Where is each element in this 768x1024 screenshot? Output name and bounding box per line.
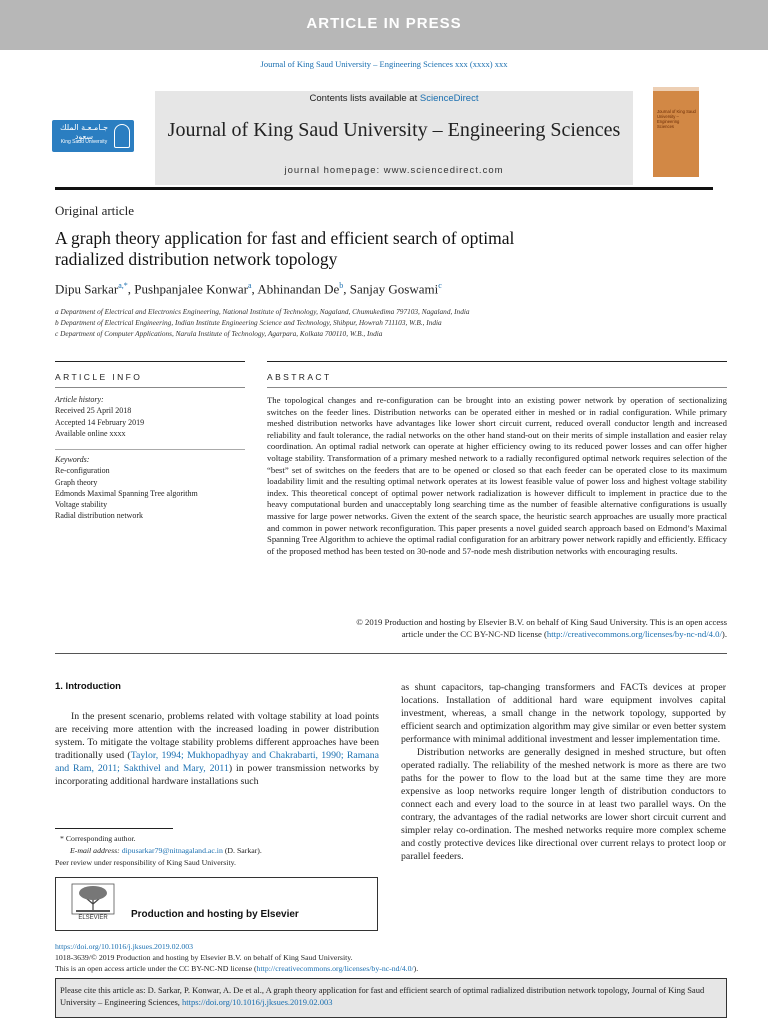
citation-doi-link[interactable]: https://doi.org/10.1016/j.jksues.2019.02.003	[182, 997, 333, 1007]
copyright-prefix: article under the CC BY-NC-ND license (	[401, 628, 547, 639]
peer-review-note: Peer review under responsibility of King Saud University.	[55, 858, 236, 867]
journal-homepage	[155, 165, 633, 176]
email-suffix: (D. Sarkar).	[224, 846, 262, 855]
affiliation-a: a Department of Electrical and Electronics Engineering, National Institute of Technology, Nagaland, Chumukedima 797103, Nagaland, India	[55, 307, 470, 316]
intro-paragraph	[55, 710, 379, 788]
elsevier-production-box	[55, 877, 378, 931]
email-link[interactable]: dipusarkar79@nitnagaland.ac.in	[121, 846, 223, 855]
author-name[interactable]: Sanjay Goswami	[349, 281, 439, 297]
article-title-line-2: radialized distribution network topology	[55, 249, 338, 269]
history-online: Available online xxxx	[55, 428, 126, 438]
abstract-copyright	[267, 617, 727, 640]
keywords-label: Keywords:	[55, 455, 90, 464]
email-label: E-mail address:	[70, 846, 120, 855]
logo-arabic-text: جـامـعـة الملك سعود	[59, 123, 109, 141]
article-info-rule	[55, 387, 245, 388]
doi-link[interactable]: https://doi.org/10.1016/j.jksues.2019.02.003	[55, 942, 194, 951]
author-separator: ,	[343, 281, 350, 297]
section-heading-introduction: 1. Introduction	[55, 681, 121, 692]
intro-paragraph: as shunt capacitors, tap-changing transformers and FACTs devices at proper locations. Installation of additional hard ware equipment involves capital investment, whereas, a small change in the network topology, supported by efficient search and optimization algorithm may give similar or even better system performance with minimal additional investment and lesser implementation time.	[401, 682, 726, 745]
journal-title: Journal of King Saud University – Engineering Sciences	[167, 119, 621, 141]
keyword: Graph theory	[55, 477, 98, 487]
author-name[interactable]: Dipu Sarkar	[55, 281, 119, 297]
footnote-rule	[55, 828, 173, 829]
cover-title: Journal of King Saud University – Engineering Sciences	[657, 109, 696, 129]
history-accepted: Accepted 14 February 2019	[55, 417, 145, 427]
author-affiliation-mark[interactable]: b	[339, 281, 344, 290]
citation-box	[55, 978, 727, 1018]
author-name[interactable]: Pushpanjalee Konwar	[134, 281, 248, 297]
corresponding-author-note: * Corresponding author.	[60, 834, 136, 843]
keyword: Re-configuration	[55, 466, 110, 476]
emblem-icon	[114, 124, 130, 148]
email-note	[70, 846, 262, 855]
body-column-right	[401, 681, 726, 863]
article-title-line-1: A graph theory application for fast and efficient search of optimal	[55, 228, 515, 248]
info-divider	[55, 449, 245, 450]
keyword: Edmonds Maximal Spanning Tree algorithm	[55, 488, 198, 498]
oa-prefix: This is an open access article under the CC BY-NC-ND license (	[55, 964, 257, 973]
affiliation-c: c Department of Computer Applications, Narula Institute of Technology, Agarpara, Kolkata 700110, W.B., India	[55, 329, 383, 338]
keyword: Voltage stability	[55, 500, 108, 510]
paragraph-text: In the present scenario, problems related with voltage stability at load points are receiving more attention with the increased loading in power distribution system. To mitigate the voltage stability problems different approaches have been traditionally used (	[55, 711, 379, 761]
oa-license-link[interactable]: http://creativecommons.org/licenses/by-nc-nd/4.0/	[256, 964, 414, 973]
article-info-heading: ARTICLE INFO	[55, 372, 143, 382]
author-separator: ,	[251, 281, 258, 297]
history-received: Received 25 April 2018	[55, 406, 132, 416]
issn-line: 1018-3639/© 2019 Production and hosting by Elsevier B.V. on behalf of King Saud University.	[55, 953, 353, 962]
affiliation-b: b Department of Electrical Engineering, Indian Institute Engineering Science and Technology, Shibpur, Howrah 711103, W.B., India	[55, 318, 442, 327]
king-saud-university-logo	[52, 120, 134, 152]
homepage-prefix: journal homepage:	[284, 165, 381, 176]
author-list	[55, 281, 442, 297]
abstract-text: The topological changes and re-configuration can be brought into an existing power network by operation of sectionalizing switches on the feeder lines. Distribution networks can be operated either in meshed or in radial configuration. While primary meshed distribution networks have advantages like lower short circuit current, reduced overall conductor length and increased reliability and fault tolerance, the radial networks on the other hand stand-out on their merits of simple installation and easier relay coordination. An optimal radial network can operate at higher efficiency owing to its reduced power losses and can offer higher voltage stability. Transformation of a primary meshed network to a radially reconfigured optimal network requires selection of the “best” set of switches on the feeders that are to be opened or closed so that each feeder can be operated close to its maximum loadability limit and the resulting optimal network operates at its lowest feasible value of power loss and highest voltage stability index. This theoretical concept of optimal power network radialization is however difficult to implement in practice due to the heavy computational burden and unacceptably long searching time as the number of feasible alternative configurations is usually massive for large power networks. Given the extent of the search space, the heuristic search approaches are usually more practical and common in power network reconfiguration. This paper presents a novel guided search approach based on Edmond’s Maximal Spanning Tree Algorithm to achieve the optimal radial configuration for an arbitrary power network rapidly and efficiently. Efficacy of the proposed method has been tested on 30-node and 57-node mesh distribution networks with encouraging results.	[267, 395, 727, 556]
author-separator: ,	[127, 281, 135, 297]
paragraph-text: ) in power transmission networks by incorporating additional hardware installations such	[55, 763, 379, 787]
journal-reference-link[interactable]: Journal of King Saud University – Engineering Sciences xxx (xxxx) xxx	[260, 59, 508, 69]
article-title	[55, 228, 695, 270]
abstract-top-rule	[267, 361, 727, 362]
sciencedirect-link[interactable]: ScienceDirect	[419, 93, 479, 104]
intro-paragraph: Distribution networks are generally designed in meshed structure, but often operated radially. The reliability of the meshed network is more as there are two paths for the power to flow to the load but at the same time they are more expensive as loop networks require longer length of distribution conductors to connect each and every load to the source in at least two parallel ways. On the contrary, the advantages of the radial networks are lower short circuit current and simpler relay co-ordination. The meshed networks require more complex scheme and costly protective devices like directional over current relays to protect loop or parallel feeders.	[401, 747, 726, 862]
masthead-rule	[55, 187, 713, 190]
keywords	[55, 454, 245, 522]
contents-line	[155, 93, 633, 104]
banner-text: ARTICLE IN PRESS	[306, 15, 462, 32]
elsevier-wordmark: ELSEVIER	[78, 915, 108, 921]
production-hosting-text: Production and hosting by Elsevier	[131, 909, 299, 920]
article-info-top-rule	[55, 361, 245, 362]
abstract-bottom-rule	[55, 653, 727, 654]
copyright-line-1: © 2019 Production and hosting by Elsevier B.V. on behalf of King Saud University. This is an open access	[356, 617, 727, 627]
oa-suffix: ).	[413, 964, 419, 973]
citation-text	[60, 984, 722, 1008]
article-type: Original article	[55, 203, 135, 218]
journal-cover-thumbnail[interactable]	[653, 87, 699, 177]
history-label: Article history:	[55, 395, 104, 404]
citation-body: Please cite this article as: D. Sarkar, P. Konwar, A. De et al., A graph theory application for fast and efficient search of optimal radialized distribution network topology, Journal of King Saud University – Engineering Sciences,	[60, 985, 705, 1007]
body-column-left	[55, 710, 379, 788]
keyword: Radial distribution network	[55, 511, 143, 521]
homepage-url-link[interactable]: www.sciencedirect.com	[383, 165, 504, 176]
contents-prefix: Contents lists available at	[309, 93, 418, 104]
license-link[interactable]: http://creativecommons.org/licenses/by-nc-nd/4.0/	[546, 628, 722, 639]
author-affiliation-mark[interactable]: a	[247, 281, 252, 290]
abstract-heading: ABSTRACT	[267, 372, 332, 382]
citation-links[interactable]: Taylor, 1994; Mukhopadhyay and Chakrabarti, 1990; Ramana and Ram, 2011; Sakthivel and Mary, 2011	[55, 750, 379, 774]
logo-university-name: King Saud University	[60, 139, 108, 145]
open-access-line	[55, 964, 418, 973]
author-affiliation-mark[interactable]: a,*	[118, 281, 128, 290]
cover-band	[653, 87, 699, 91]
abstract-rule	[267, 387, 727, 388]
copyright-suffix: ).	[721, 628, 727, 639]
article-history	[55, 394, 245, 439]
author-affiliation-mark[interactable]: c	[438, 281, 442, 290]
author-name[interactable]: Abhinandan De	[257, 281, 340, 297]
